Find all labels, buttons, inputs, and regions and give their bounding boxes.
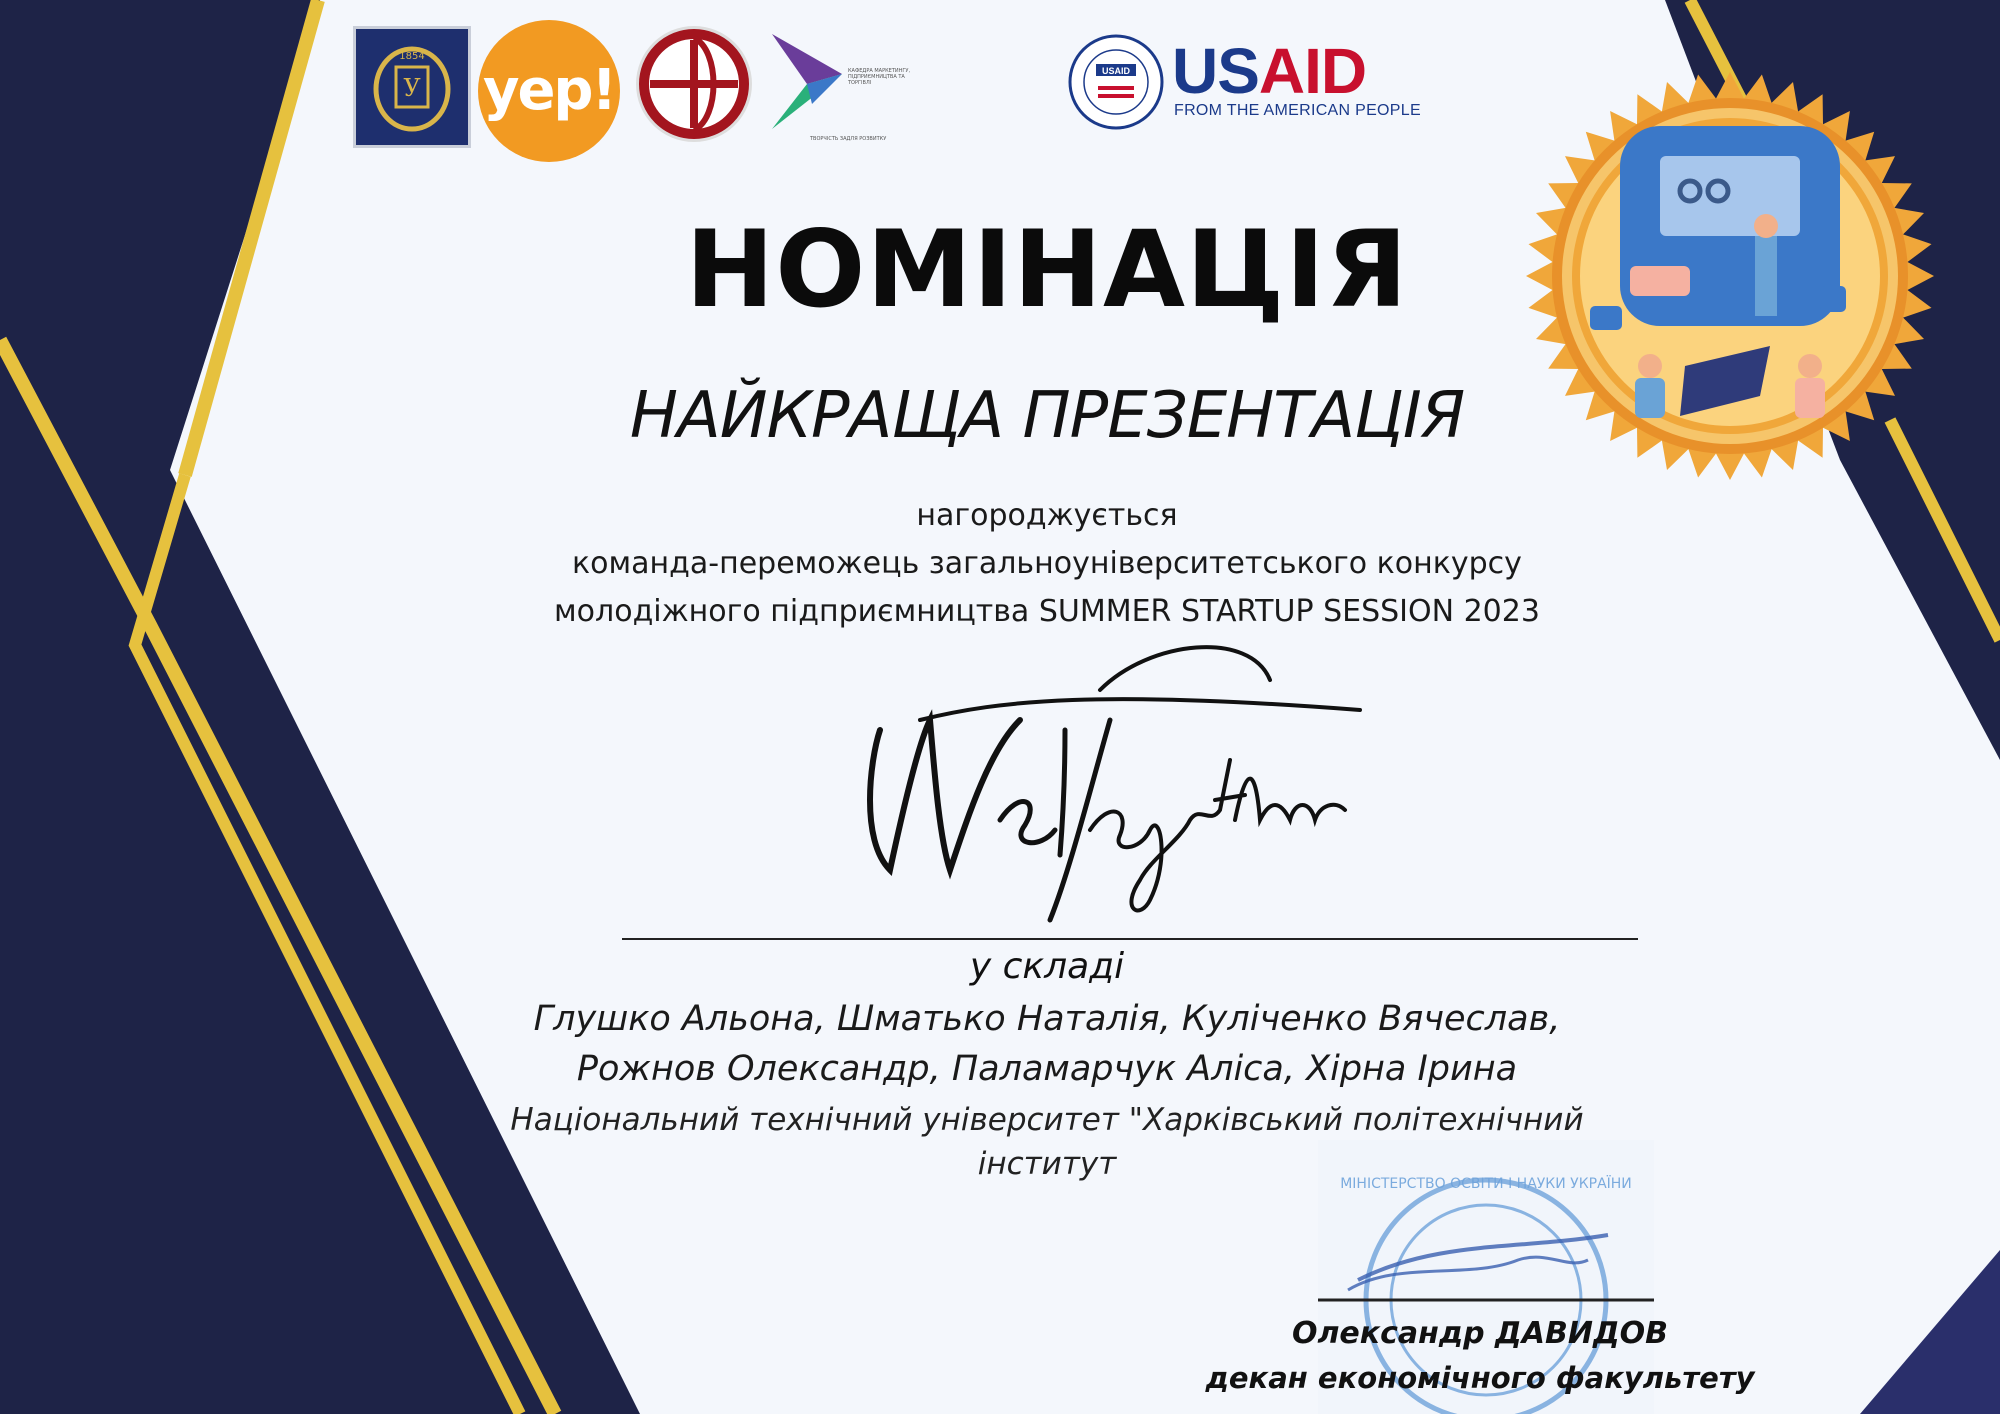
globe-logo-icon <box>630 20 758 148</box>
awarded-line-3: молодіжного підприємництва SUMMER STARTUP SESSION 2023 <box>554 594 1540 629</box>
usaid-tagline: FROM THE AMERICAN PEOPLE <box>1174 102 1421 119</box>
team-name-signature <box>850 640 1370 930</box>
yep-logo: yep! <box>478 20 620 162</box>
arrow-logo-subtext: ТВОРЧІСТЬ ЗАДЛЯ РОЗВИТКУ <box>810 136 887 142</box>
nomination-name: НАЙКРАЩА ПРЕЗЕНТАЦІЯ <box>629 379 1465 453</box>
corner-navy <box>1860 1250 2000 1414</box>
certificate-title: НОМІНАЦІЯ <box>685 208 1409 331</box>
signature-rule <box>622 938 1638 940</box>
institution-line-2: інститут <box>977 1146 1117 1182</box>
usaid-wordmark <box>1172 36 1366 106</box>
signer-name: Олександр ДАВИДОВ <box>1291 1316 1669 1351</box>
members-line-1: Глушко Альона, Шматько Наталія, Куліченко Вячеслав, <box>533 999 1561 1039</box>
members-line-2: Рожнов Олександр, Паламарчук Аліса, Хірна Ірина <box>576 1049 1518 1089</box>
univ-letter: У <box>403 74 421 102</box>
arrow-logo-text: КАФЕДРА МАРКЕТИНГУ, ПІДПРИЄМНИЦТВА ТА ТОРГІВЛІ <box>848 68 911 86</box>
awarded-line-2: команда-переможець загальноуніверситетського конкурсу <box>572 546 1522 581</box>
awarded-line-1: нагороджується <box>916 498 1178 533</box>
usaid-seal-icon <box>1068 34 1164 130</box>
usaid-aid: AID <box>1258 35 1367 107</box>
university-crest-icon <box>353 26 471 148</box>
stamp-text: МІНІСТЕРСТВО ОСВІТИ І НАУКИ УКРАЇНИ <box>1340 1176 1632 1192</box>
usaid-seal-center: USAID <box>1101 66 1131 76</box>
team-name-text: WeldTogether <box>1106 925 1114 926</box>
signer-title: декан економічного факультету <box>1205 1361 1755 1395</box>
usaid-us: US <box>1172 35 1259 107</box>
univ-year: 1854 <box>399 51 425 62</box>
composed-label: у складі <box>969 946 1125 987</box>
institution-line-1: Національний технічний університет "Харківський політехнічний <box>510 1102 1584 1138</box>
